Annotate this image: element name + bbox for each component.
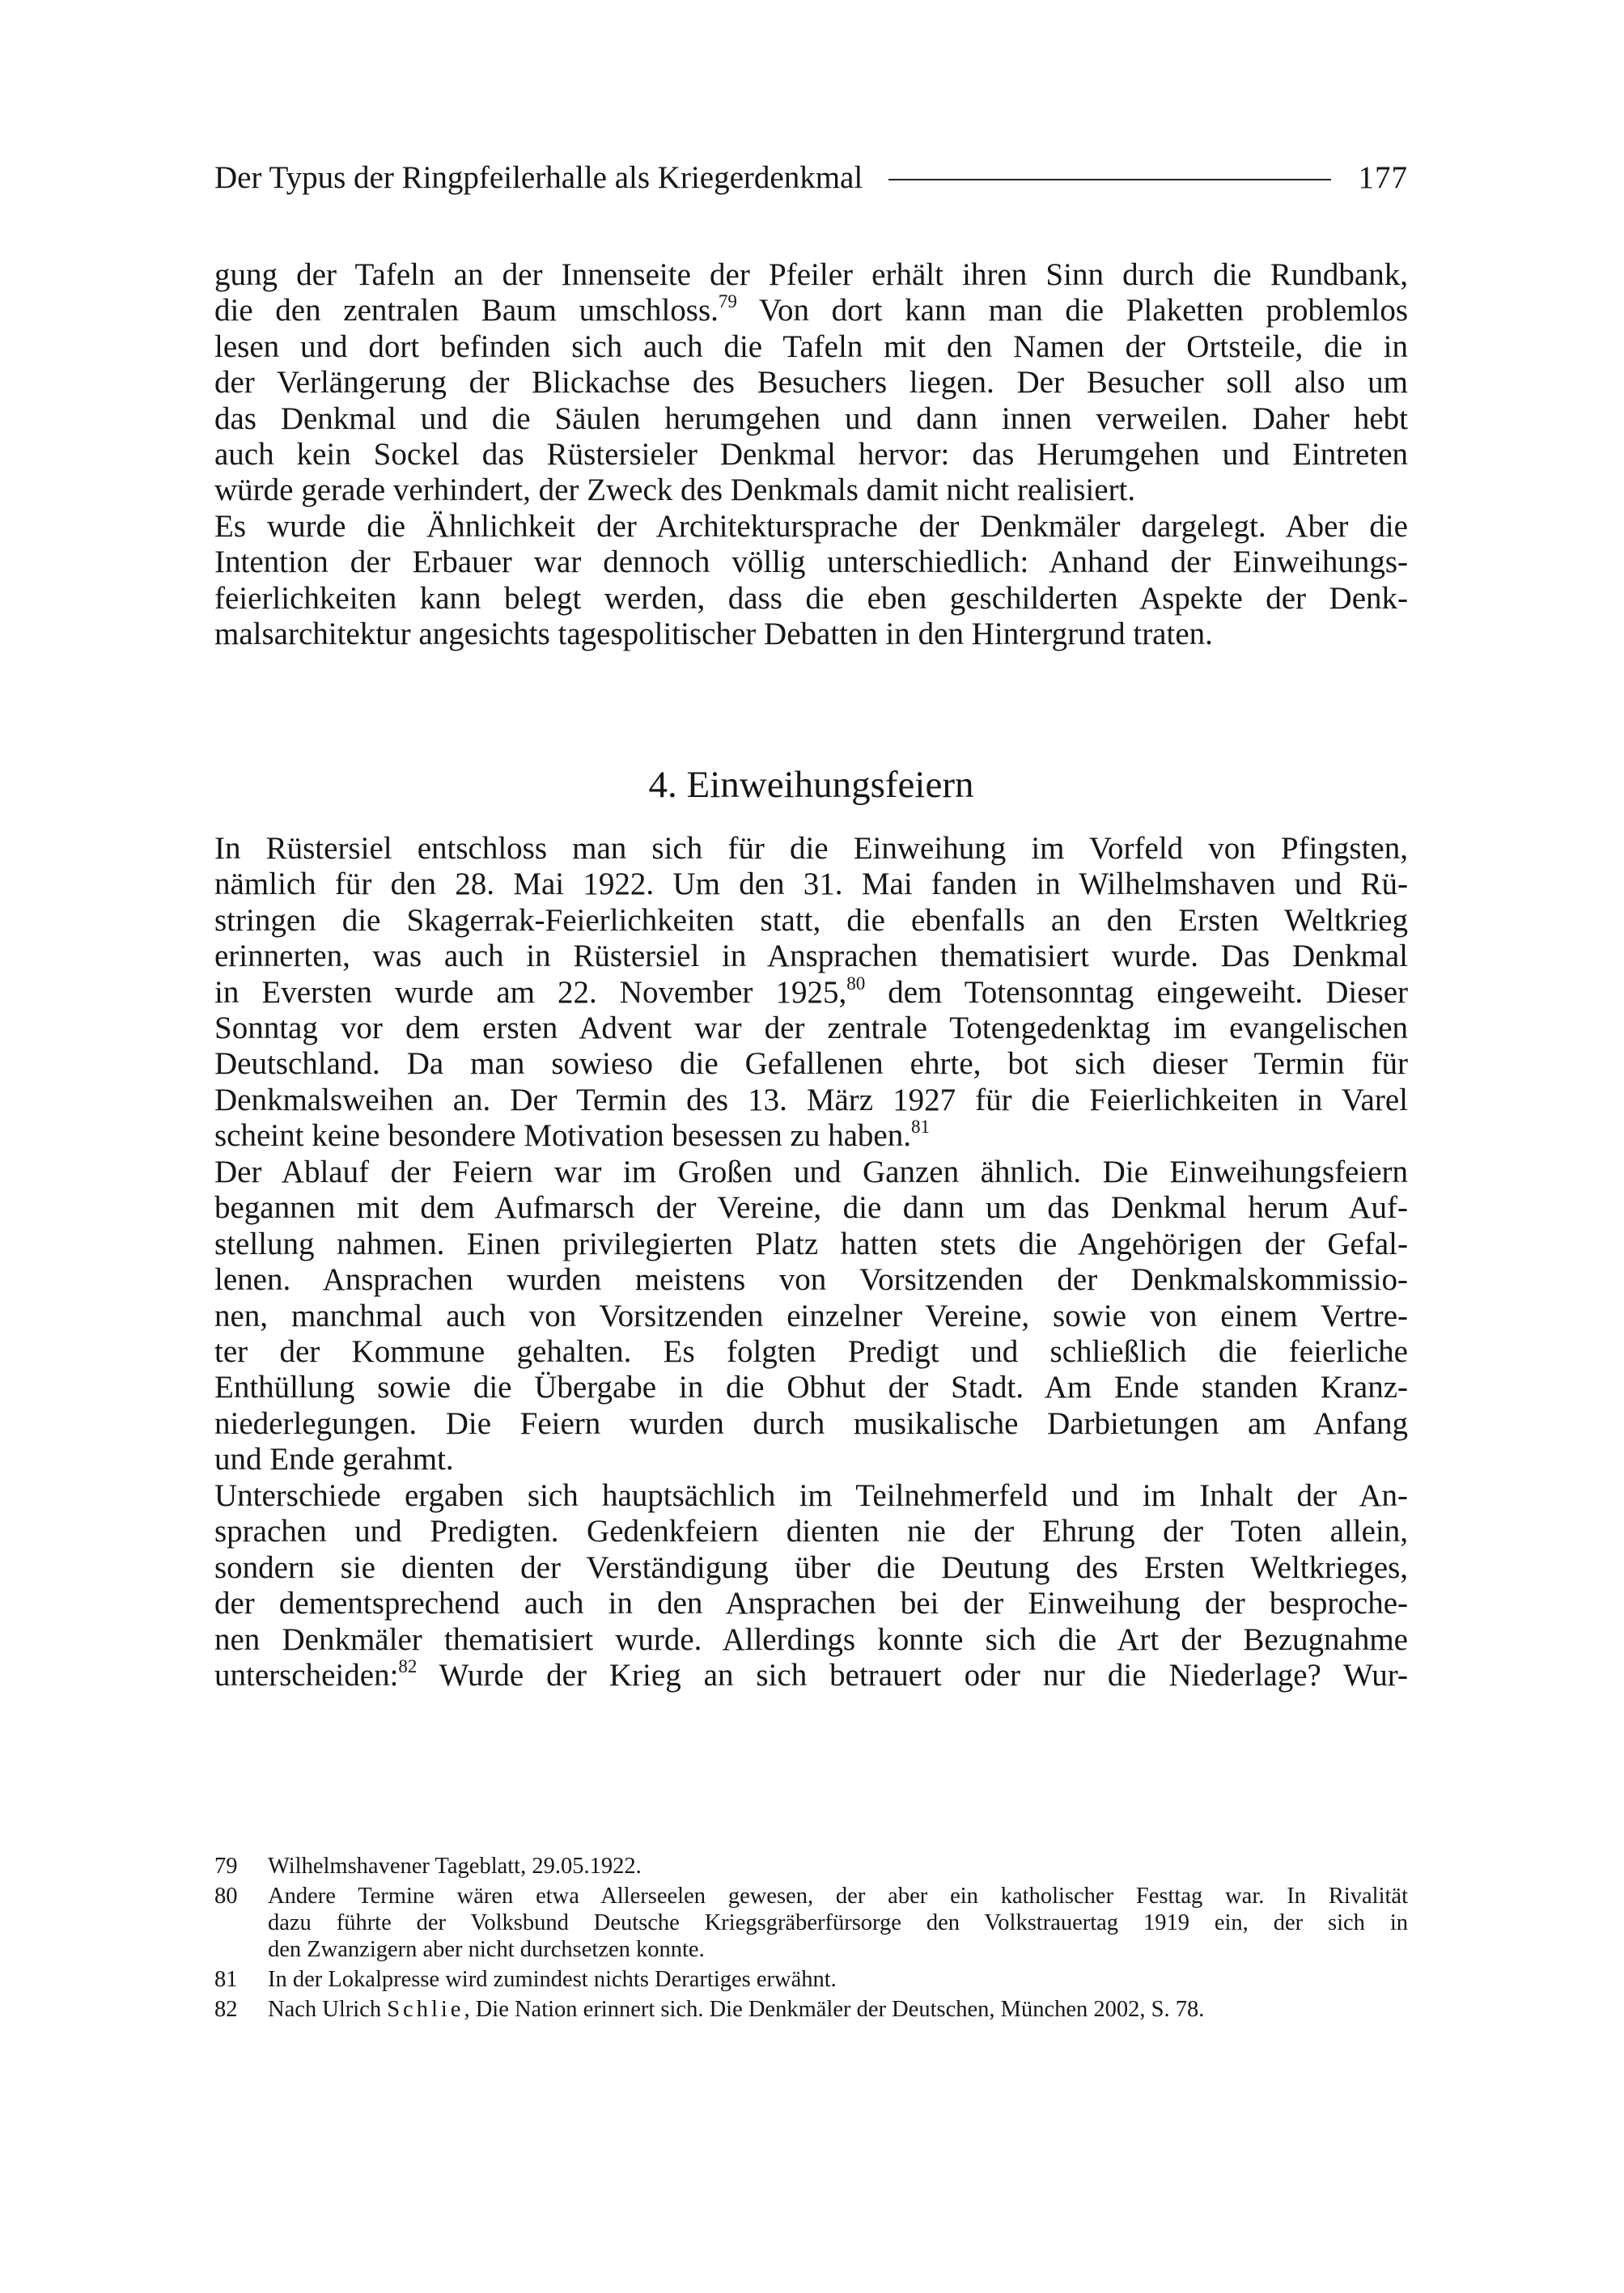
text-line: Unterschiede ergaben sich hauptsächlich im Teilnehmerfeld und im Inhalt der An- bbox=[214, 1478, 1408, 1513]
text-line: nen, manchmal auch von Vorsitzenden einzelner Vereine, sowie von einem Vertre- bbox=[214, 1298, 1408, 1333]
text-line: niederlegungen. Die Feiern wurden durch musikalische Darbietungen am Anfang bbox=[214, 1405, 1408, 1441]
text-line: und Ende gerahmt. bbox=[214, 1442, 454, 1477]
header-rule bbox=[888, 179, 1330, 180]
text-line: der dementsprechend auch in den Ansprachen bei der Einweihung der besproche- bbox=[214, 1586, 1408, 1621]
text-line: gung der Tafeln an der Innenseite der Pfeiler erhält ihren Sinn durch die Rundbank, bbox=[214, 257, 1408, 292]
text-line: auch kein Sockel das Rüstersieler Denkmal hervor: das Herumgehen und Eintreten bbox=[214, 437, 1408, 473]
text-line: unterscheiden:$^{82}$ Wurde der Krieg an sich betrauert oder nur die Niederlage? Wur- bbox=[214, 1656, 1408, 1693]
page-number: 177 bbox=[1358, 160, 1408, 195]
text-line: Deutschland. Da man sowieso die Gefallenen ehrte, bot sich dieser Termin für bbox=[214, 1046, 1408, 1082]
text-line: lesen und dort befinden sich auch die Tafeln mit den Namen der Ortsteile, die in bbox=[214, 328, 1408, 364]
paragraph-2 bbox=[214, 509, 1408, 653]
footnote-ref: 79 bbox=[718, 291, 737, 312]
text-line: Denkmalsweihen an. Der Termin des 13. März 1927 für die Feierlichkeiten in Varel bbox=[214, 1082, 1408, 1117]
paragraph-3 bbox=[214, 831, 1408, 1155]
text-line: Enthüllung sowie die Übergabe in die Obhut der Stadt. Am Ende standen Kranz- bbox=[214, 1370, 1408, 1405]
footnote bbox=[214, 1966, 1408, 1993]
running-title: Der Typus der Ringpfeilerhalle als Kriegerdenkmal bbox=[214, 160, 863, 195]
text-line: Sonntag vor dem ersten Advent war der zentrale Totengedenktag im evangelischen bbox=[214, 1011, 1408, 1046]
footnote-ref: 81 bbox=[911, 1117, 930, 1138]
text-line: Der Ablauf der Feiern war im Großen und Ganzen ähnlich. Die Einweihungsfeiern bbox=[214, 1155, 1408, 1189]
text-line: lenen. Ansprachen wurden meistens von Vorsitzenden der Denkmalskommissio- bbox=[214, 1262, 1408, 1298]
footnote-number: 82 bbox=[214, 1997, 238, 2022]
text-line: erinnerten, was auch in Rüstersiel in Ansprachen thematisiert wurde. Das Denkmal bbox=[214, 939, 1408, 974]
text-line: der Verlängerung der Blickachse des Besuchers liegen. Der Besucher soll also um bbox=[214, 365, 1408, 401]
footnote-text: Nach Ulrich Schlie, Die Nation erinnert sich. Die Denkmäler der Deutschen, München 2002, S. 78. bbox=[268, 1997, 1205, 2022]
footnote bbox=[214, 1883, 1408, 1963]
footnote-text: Wilhelmshavener Tageblatt, 29.05.1922. bbox=[268, 1854, 642, 1879]
footnote-text: In der Lokalpresse wird zumindest nichts Derartiges erwähnt. bbox=[268, 1967, 837, 1992]
text-line: Es wurde die Ähnlichkeit der Architektursprache der Denkmäler dargelegt. Aber die bbox=[214, 509, 1408, 544]
running-header bbox=[214, 159, 1408, 197]
text-line: feierlichkeiten kann belegt werden, dass die eben geschilderten Aspekte der Denk- bbox=[214, 580, 1408, 616]
text-line: die den zentralen Baum umschloss.$^{79}$ Von dort kann man die Plaketten problemlos bbox=[214, 291, 1408, 328]
text-line: stellung nahmen. Einen privilegierten Platz hatten stets die Angehörigen der Gefal- bbox=[214, 1226, 1408, 1261]
text-line: nämlich für den 28. Mai 1922. Um den 31. Mai fanden in Wilhelmshaven und Rü- bbox=[214, 867, 1408, 902]
footnote-ref: 80 bbox=[846, 973, 866, 994]
text-line: sondern sie dienten der Verständigung über die Deutung des Ersten Weltkrieges, bbox=[214, 1549, 1408, 1585]
text-line: malsarchitektur angesichts tagespolitischer Debatten in den Hintergrund traten. bbox=[214, 617, 1213, 652]
text-line: Intention der Erbauer war dennoch völlig unterschiedlich: Anhand der Einweihungs- bbox=[214, 545, 1408, 580]
text-line: sprachen und Predigten. Gedenkfeiern dienten nie der Ehrung der Toten allein, bbox=[214, 1514, 1408, 1549]
footnote bbox=[214, 1853, 1408, 1880]
paragraph-1 bbox=[214, 257, 1408, 509]
footnote-number: 79 bbox=[214, 1854, 238, 1879]
footnote-text: Andere Termine wären etwa Allerseelen gewesen, der aber ein katholischer Festtag war. In Rivalität dazu führte der Volksbund Deutsche Kriegsgräberfürsorge den Volkstrauertag 1919 ein, der sich in den Zwanzigern aber nicht durchsetzen konnte. bbox=[268, 1884, 1408, 1962]
text-line: würde gerade verhindert, der Zweck des Denkmals damit nicht realisiert. bbox=[214, 473, 1136, 508]
section-heading: 4. Einweihungsfeiern bbox=[648, 764, 974, 806]
footnote-number: 80 bbox=[214, 1884, 238, 1909]
text-line: begannen mit dem Aufmarsch der Vereine, die dann um das Denkmal herum Auf- bbox=[214, 1190, 1408, 1226]
text-line: ter der Kommune gehalten. Es folgten Predigt und schließlich die feierliche bbox=[214, 1334, 1408, 1370]
footnote bbox=[214, 1996, 1408, 2023]
text-line: In Rüstersiel entschloss man sich für die Einweihung im Vorfeld von Pfingsten, bbox=[214, 831, 1408, 866]
footnote-number: 81 bbox=[214, 1967, 238, 1992]
text-line: in Eversten wurde am 22. November 1925,80 dem Totensonntag eingeweiht. Dieser bbox=[214, 973, 1408, 1010]
author-surname: Schlie bbox=[387, 1997, 464, 2022]
footnote-ref: 82 bbox=[398, 1656, 418, 1677]
text-line: nen Denkmäler thematisiert wurde. Allerdings konnte sich die Art der Bezugnahme bbox=[214, 1621, 1408, 1657]
text-line: das Denkmal und die Säulen herumgehen und dann innen verweilen. Daher hebt bbox=[214, 401, 1408, 436]
footnotes bbox=[214, 1853, 1408, 2026]
text-line: scheint keine besondere Motivation besessen zu haben.$^{81}$ bbox=[214, 1117, 930, 1154]
paragraph-5 bbox=[214, 1478, 1408, 1693]
text-line: stringen die Skagerrak-Feierlichkeiten statt, die ebenfalls an den Ersten Weltkrieg bbox=[214, 902, 1408, 938]
paragraph-4 bbox=[214, 1155, 1408, 1478]
